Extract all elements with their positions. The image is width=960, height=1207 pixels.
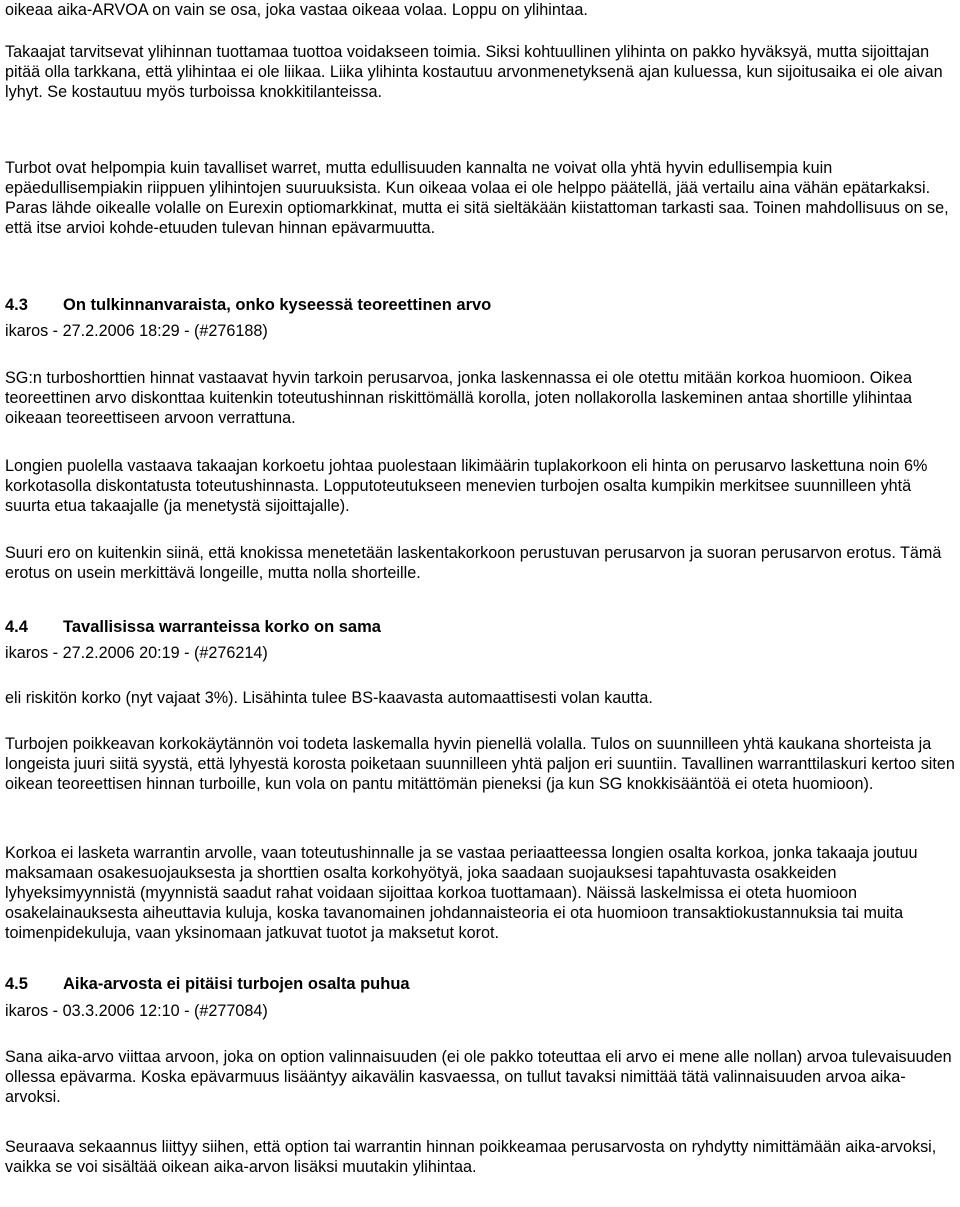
paragraph-intro-2: Takaajat tarvitsevat ylihinnan tuottamaa tuottoa voidakseen toimia. Siksi kohtuullinen ylihinta on pakko hyväksyä, mutta sijoittajan pitää olla tarkkana, että ylihintaa ei ole liikaa. Liika ylihinta kostautuu arvonmenetyksenä ajan kuluessa, kun sijoitusaika ei ole aivan lyhyt. Se kostautuu myös turboissa knokkitilanteissa.	[5, 43, 943, 101]
section-number: 4.3	[5, 296, 28, 314]
paragraph-4-5-2: Seuraava sekaannus liittyy siihen, että option tai warrantin hinnan poikkeamaa perusarvosta on ryhdytty nimittämään aika-arvoksi, vaikka se voi sisältää oikean aika-arvon lisäksi muutakin ylihintaa.	[5, 1138, 937, 1176]
section-number: 4.5	[5, 975, 28, 993]
paragraph-intro-1: oikeaa aika-ARVOA on vain se osa, joka vastaa oikeaa volaa. Loppu on ylihintaa.	[5, 1, 588, 19]
paragraph-intro-3: Turbot ovat helpompia kuin tavalliset warret, mutta edullisuuden kannalta ne voivat olla yhtä hyvin edullisempia kuin epäedullisempiakin riippuen ylihintojen suuruuksista. Kun oikeaa volaa ei ole helppo päätellä, jää vertailu aina vähän epätarkaksi. Paras lähde oikealle volalle on Eurexin optiomarkkinat, mutta ei sitä sieltäkään kiistattoman tarkasti saa. Toinen mahdollisuus on se, että itse arvioi kohde-etuuden tulevan hinnan epävarmuutta.	[5, 159, 949, 237]
paragraph-4-4-2: Turbojen poikkeavan korkokäytännön voi todeta laskemalla hyvin pienellä volalla. Tulos on suunnilleen yhtä kaukana shorteista ja longeista juuri siitä syystä, että lyhyestä korosta poiketaan suunnilleen yhtä paljon eri suuntiin. Tavallinen warranttilaskuri kertoo siten oikean teoreettisen hinnan turboille, kun vola on pantu mitättömän pieneksi (ja kun SG knokkisääntöä ei oteta huomioon).	[5, 735, 955, 793]
section-title: Aika-arvosta ei pitäisi turbojen osalta puhua	[63, 975, 410, 993]
paragraph-4-3-2: Longien puolella vastaava takaajan korkoetu johtaa puolestaan likimäärin tuplakorkoon eli hinta on perusarvo laskettuna noin 6% korkotasolla diskontatusta toteutushinnasta. Lopputoteutukseen menevien turbojen osalta kumpikin merkitsee suunnilleen yhtä suurta etua takaajalle (ja menetystä sijoittajalle).	[5, 457, 928, 515]
post-meta-4-3: ikaros - 27.2.2006 18:29 - (#276188)	[5, 322, 268, 340]
post-meta-4-4: ikaros - 27.2.2006 20:19 - (#276214)	[5, 644, 268, 662]
section-heading-4-4	[5, 617, 381, 637]
section-title: On tulkinnanvaraista, onko kyseessä teoreettinen arvo	[63, 296, 492, 314]
post-meta-4-5: ikaros - 03.3.2006 12:10 - (#277084)	[5, 1002, 268, 1020]
paragraph-4-3-1: SG:n turboshorttien hinnat vastaavat hyvin tarkoin perusarvoa, jonka laskennassa ei ole otettu mitään korkoa huomioon. Oikea teoreettinen arvo diskonttaa kuitenkin toteutushinnan riskittömällä korolla, joten nollakorolla laskeminen antaa shortille ylihintaa oikeaan teoreettiseen arvoon verrattuna.	[5, 369, 913, 427]
section-title: Tavallisissa warranteissa korko on sama	[63, 618, 381, 636]
section-number: 4.4	[5, 618, 28, 636]
paragraph-4-5-1: Sana aika-arvo viittaa arvoon, joka on option valinnaisuuden (ei ole pakko toteuttaa eli arvo ei mene alle nollan) arvoa tulevaisuuden ollessa epävarma. Koska epävarmuus lisääntyy aikavälin kasvaessa, on tullut tavaksi nimittää tätä valinnaisuuden arvoa aika-arvoksi.	[5, 1048, 952, 1106]
paragraph-4-4-3: Korkoa ei lasketa warrantin arvolle, vaan toteutushinnalle ja se vastaa periaatteessa longien osalta korkoa, jonka takaaja joutuu maksamaan osakesuojauksesta ja shorttien osalta korkohyötyä, joka saadaan suojauksesi tapahtuvasta osakkeiden lyhyeksimyynnistä (myynnistä saadut rahat voidaan sijoittaa korkoa tuottamaan). Näissä laskelmissa ei oteta huomioon osakelainauksesta aiheuttavia kuluja, koska tavanomainen johdannaisteoria ei ota huomioon transaktiokustannuksia tai muita toimenpidekuluja, vaan yksinomaan jatkuvat tuotot ja maksetut korot.	[5, 844, 918, 942]
section-heading-4-5	[5, 974, 410, 994]
paragraph-4-4-1: eli riskitön korko (nyt vajaat 3%). Lisähinta tulee BS-kaavasta automaattisesti volan kautta.	[5, 689, 653, 707]
section-heading-4-3	[5, 295, 491, 315]
paragraph-4-3-3: Suuri ero on kuitenkin siinä, että knokissa menetetään laskentakorkoon perustuvan perusarvon ja suoran perusarvon erotus. Tämä erotus on usein merkittävä longeille, mutta nolla shorteille.	[5, 544, 942, 582]
